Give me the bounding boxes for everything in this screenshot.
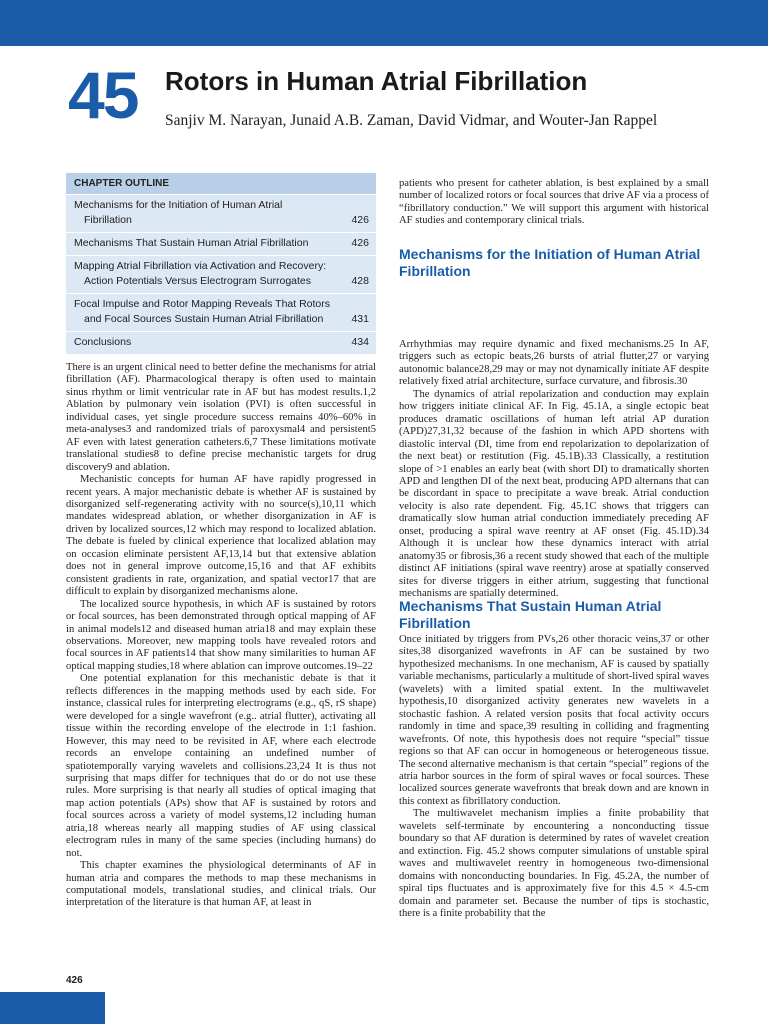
outline-item-line1: Conclusions (74, 336, 132, 348)
outline-item[interactable] (66, 255, 376, 293)
body-paragraph: Once initiated by triggers from PVs,26 other thoracic veins,37 or other sites,38 disorganized wavefronts in AF can be sustained by two hypothesized mechanisms. In one mechanism, AF is caused by spatially variable mechanisms, particularly a multitude of short-lived spiral waves (wavelets) with a limited spatial extent. In the multiwavelet hypothesis,10 disorganized activity generates new wavelets in a stochastic fashion. A related version posits that focal activity occurs randomly in time and space,39 resulting in colliding and fragmenting wavefronts. Of note, this hypothesis does not require “special” tissue regions so that AF can occur in homogeneous or heterogeneous tissue. The second alternative mechanism is that certain “special” regions of the atria harbor sources in the form of spiral waves or focal sources. These localized sources generate wavefronts that break down and are known in this context as fibrillatory conduction. (399, 634, 709, 807)
body-paragraph: Arrhythmias may require dynamic and fixed mechanisms.25 In AF, triggers such as ectopic beats,26 bursts of atrial flutter,27 or varying autonomic balance28,29 may or may not dynamically initiate AF despite relatively fixed atrial architecture, surface curvature, and fibrosis.30 (399, 339, 709, 388)
outline-heading: CHAPTER OUTLINE (66, 173, 376, 194)
outline-item-line2: Action Potentials Versus Electrogram Surrogates (84, 275, 312, 287)
outline-item-line1: Mechanisms for the Initiation of Human Atrial (74, 199, 283, 211)
outline-item[interactable] (66, 194, 376, 232)
outline-item-page: 434 (351, 336, 369, 348)
chapter-outline-box (66, 173, 376, 354)
outline-item-page: 426 (351, 214, 369, 226)
outline-item[interactable] (66, 293, 376, 331)
body-paragraph: One potential explanation for this mechanistic debate is that it reflects differences in the mapping methods used by each side. For instance, classical rules for interpreting electrograms (e.g., qS, rS shape) were developed for a single wavefront (e.g.. atrial flutter), activating all tissue within the recording envelope of the electrode in 1:1 fashion. However, this may need to be revisited in AF, where each electrode records an envelope containing an undefined number of spatiotemporally varying wavelets and collisions.23,24 It is thus not surprising that maps differ for techniques that do or do not use these rules. More surprising is that nearly all studies of optical imaging that map action potentials (APs) show that AF is sustained by rotors and focal sources across a variety of model systems,12 including human atria,18 whereas nearly all mapping studies of AF using classical electrogram rules in many of the same species (including humans) do not. (66, 673, 376, 859)
right-column-section1 (399, 339, 709, 601)
chapter-title: Rotors in Human Atrial Fibrillation (165, 66, 588, 96)
body-paragraph: There is an urgent clinical need to better define the mechanisms for atrial fibrillation (AF). Pharmacological therapy is often used to maintain sinus rhythm or limit ventricular rate in AF but has modest results.1,2 Ablation by pulmonary vein isolation (PVI) is often successful in individual cases, yet single procedure success remains 40%–60% in meta-analyses3 and randomized trials of paroxysmal4 and persistent5 AF even with latest generation catheters.6,7 These limitations motivate translational studies8 to define precise mechanistic targets for drug discovery9 and ablation. (66, 362, 376, 473)
outline-item-line2: and Focal Sources Sustain Human Atrial Fibrillation (84, 313, 324, 325)
section-heading-initiation: Mechanisms for the Initiation of Human Atrial Fibrillation (399, 246, 701, 279)
outline-item-page: 426 (351, 237, 369, 249)
outline-item-line1: Mapping Atrial Fibrillation via Activation and Recovery: (74, 260, 327, 272)
outline-item-page: 428 (351, 275, 369, 287)
body-paragraph: The dynamics of atrial repolarization and conduction may explain how triggers initiate clinical AF. In Fig. 45.1A, a single ectopic beat produces dramatic oscillations of human left atrial AP duration (APD)27,31,32 because of the fashion in which APD shortens with diastolic interval (DI, time from end repolarization to depolarization of the next beat) or restitution (Fig. 45.1B).33 Classically, a restitution slope of >1 enables an early beat (with short DI) to dramatically shorten APD and lengthen DI of the next beat, producing APD alternans that can be discordant in space to precipitate a wave break. Atrial conduction velocity is also rate dependent. Fig. 45.1C shows that triggers can dramatically slow human atrial conduction immediately preceding AF onset, producing a spiral wave reentry at AF onset (Fig. 45.1D).34 Although it is unclear how these dynamics interact with atrial anatomy35 or fibrosis,36 a recent study showed that each of the multiple distinct AF initiations (spiral wave reentry) arose at spatially conserved sites for diverse triggers in either atrium, suggesting that functional mechanisms are spatially determined. (399, 388, 709, 600)
outline-item-line1: Mechanisms That Sustain Human Atrial Fibrillation (74, 237, 309, 249)
page-number: 426 (66, 975, 83, 986)
outline-item-line1: Focal Impulse and Rotor Mapping Reveals That Rotors (74, 298, 331, 310)
top-color-band (0, 0, 768, 46)
footer-color-block (0, 992, 105, 1024)
outline-item-line2: Fibrillation (84, 214, 132, 226)
chapter-authors: Sanjiv M. Narayan, Junaid A.B. Zaman, David Vidmar, and Wouter-Jan Rappel (165, 112, 658, 129)
body-paragraph: The localized source hypothesis, in which AF is sustained by rotors or focal sources, has been demonstrated through optical mapping of AF in animal models12 and diseased human atria18 and may explain these observations. Moreover, new mapping tools have revealed rotors and focal sources in AF patients14 that show many similarities to human AF optical mapping studies,18 where ablation can improve outcomes.19–22 (66, 598, 376, 672)
body-paragraph: patients who present for catheter ablation, is best explained by a small number of localized rotors or focal sources that drive AF via a process of “fibrillatory conduction.” We will support this argument with historical AF studies and contemporary clinical trials. (399, 178, 709, 227)
outline-item[interactable] (66, 232, 376, 255)
chapter-number: 45 (68, 58, 138, 132)
right-column-section2 (399, 634, 709, 920)
body-paragraph: This chapter examines the physiological determinants of AF in human atria and compares the methods to map these mechanisms in computational models, translational studies, and clinical trials. Our interpretation of the literature is that human AF, at least in (66, 860, 376, 909)
left-column-body (66, 362, 376, 910)
right-column-intro (399, 178, 709, 228)
section-heading-sustain: Mechanisms That Sustain Human Atrial Fibrillation (399, 598, 662, 631)
body-paragraph: The multiwavelet mechanism implies a finite probability that wavelets self-terminate by encountering a nonconducting tissue boundary so that AF duration is determined by rates of wavelet creation and extinction. Fig. 45.2 shows computer simulations of unstable spiral waves and multiwavelet reentry in homogeneous two-dimensional domains with nonconducting boundaries. In Fig. 45.2A, the number of spiral tips fluctuates and is approximately five for this 4.5 × 4.5-cm domain and parameter set. Because the number of tips is stochastic, there is a finite probability that the (399, 808, 709, 919)
outline-item[interactable] (66, 331, 376, 354)
body-paragraph: Mechanistic concepts for human AF have rapidly progressed in recent years. A major mechanistic debate is whether AF is sustained by disorganized self-regenerating activity with no source(s),10,11 which mandates widespread ablation, or whether disorganization in AF is driven by localized sources,12 which may respond to localized ablation. The debate is fueled by clinical experience that localized ablation may on occasion eliminate persistent AF,13,14 but that extensive ablation does not in general improve outcome,15,16 and that AF exhibits consistent gradients in rate, organization, and spatial vector17 that are difficult to explain by disorganized mechanisms alone. (66, 474, 376, 598)
outline-item-page: 431 (351, 313, 369, 325)
